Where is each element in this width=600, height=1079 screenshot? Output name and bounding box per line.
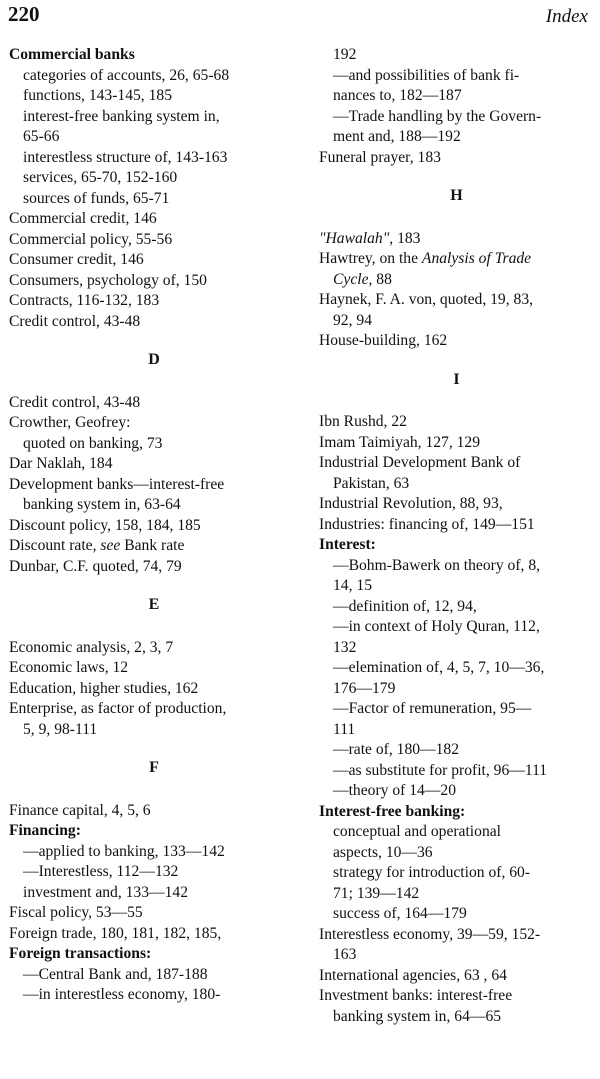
index-subentry: —in interestless economy, 180- — [23, 986, 221, 1003]
index-entry: Consumer credit, 146 — [9, 251, 144, 268]
index-subentry: —Interestless, 112—132 — [23, 863, 179, 880]
index-subentry: 5, 9, 98-111 — [23, 720, 98, 738]
index-subentry: 111 — [333, 720, 356, 738]
index-entry: Haynek, F. A. von, quoted, 19, 83, — [319, 291, 534, 308]
index-subentry: Pakistan, 63 — [333, 474, 410, 492]
index-subentry: —rate of, 180—182 — [333, 741, 460, 758]
index-entry: Industrial Development Bank of — [319, 454, 521, 471]
index-subentry: —in context of Holy Quran, 112, — [333, 618, 540, 635]
index-subentry: sources of funds, 65-71 — [23, 189, 170, 207]
index-entry: Funeral prayer, 183 — [319, 148, 441, 166]
index-subentry: 65-66 — [23, 128, 60, 145]
index-entry: House-building, 162 — [319, 332, 448, 349]
section-letter: F — [149, 759, 159, 776]
index-subentry: 163 — [333, 946, 357, 963]
section-letter: D — [148, 351, 160, 368]
index-subentry: —elemination of, 4, 5, 7, 10—36, — [333, 659, 545, 676]
index-subentry: —Central Bank and, 187-188 — [23, 965, 208, 983]
index-subentry: —definition of, 12, 94, — [333, 597, 477, 615]
index-entry: Discount rate, see Bank rate — [9, 537, 185, 554]
section-letter: H — [450, 187, 463, 204]
index-subentry: 132 — [333, 638, 357, 656]
index-entry: Education, higher studies, 162 — [9, 679, 199, 697]
page-number: 220 — [8, 2, 40, 26]
index-entry: Contracts, 116-132, 183 — [9, 292, 160, 309]
index-subentry: ment and, 188—192 — [333, 128, 461, 145]
index-subentry: nances to, 182—187 — [333, 87, 462, 104]
running-head: Index — [545, 6, 588, 27]
index-entry: Development banks—interest-free — [9, 475, 225, 493]
index-entry: Discount policy, 158, 184, 185 — [9, 516, 201, 534]
index-heading: Interest: — [319, 536, 376, 553]
index-subentry: 71; 139—142 — [333, 884, 420, 902]
index-entry: Dar Naklah, 184 — [9, 455, 113, 472]
index-entry: Consumers, psychology of, 150 — [9, 271, 207, 289]
index-subentry: banking system in, 64—65 — [333, 1007, 502, 1025]
index-subentry: success of, 164—179 — [333, 905, 467, 922]
index-subentry: aspects, 10—36 — [333, 843, 433, 861]
index-entry: Enterprise, as factor of production, — [9, 700, 227, 717]
index-entry: Imam Taimiyah, 127, 129 — [319, 433, 481, 451]
index-entry: Commercial credit, 146 — [9, 210, 157, 227]
index-entry: Investment banks: interest-free — [319, 987, 513, 1004]
index-entry: Credit control, 43-48 — [9, 312, 141, 330]
index-entry: Economic laws, 12 — [9, 659, 129, 676]
index-entry: Industries: financing of, 149—151 — [319, 515, 535, 533]
index-heading: Foreign transactions: — [9, 945, 152, 962]
index-subentry: —Bohm-Bawerk on theory of, 8, — [333, 556, 541, 574]
index-column-right — [319, 45, 594, 1027]
index-heading: Commercial banks — [9, 46, 135, 63]
index-subentry: —Trade handling by the Govern- — [333, 107, 542, 125]
index-subentry: interest-free banking system in, — [23, 107, 220, 125]
index-entry: Commercial policy, 55-56 — [9, 230, 173, 248]
index-heading: Financing: — [9, 822, 81, 839]
index-subentry: —theory of 14—20 — [333, 782, 456, 799]
index-entry: International agencies, 63 , 64 — [319, 966, 507, 984]
index-entry: Foreign trade, 180, 181, 182, 185, — [9, 924, 222, 942]
index-subentry: quoted on banking, 73 — [23, 434, 163, 452]
index-subentry: categories of accounts, 26, 65-68 — [23, 66, 230, 84]
index-subentry: 14, 15 — [333, 577, 372, 594]
index-subentry: —as substitute for profit, 96—111 — [333, 761, 548, 779]
index-subentry: conceptual and operational — [333, 823, 501, 840]
index-subentry: banking system in, 63-64 — [23, 496, 181, 513]
index-heading: Interest-free banking: — [319, 802, 466, 820]
index-entry: Fiscal policy, 53—55 — [9, 904, 143, 921]
index-entry: Interestless economy, 39—59, 152- — [319, 925, 541, 943]
index-subentry: Cycle, 88 — [333, 270, 392, 288]
index-subentry: —Factor of remuneration, 95— — [333, 700, 532, 717]
index-subentry: interestless structure of, 143-163 — [23, 148, 228, 166]
index-subentry: —applied to banking, 133—142 — [23, 842, 225, 860]
index-subentry: investment and, 133—142 — [23, 883, 189, 901]
index-entry: Credit control, 43-48 — [9, 393, 141, 411]
index-entry: Dunbar, C.F. quoted, 74, 79 — [9, 557, 182, 575]
index-subentry: functions, 143-145, 185 — [23, 87, 172, 104]
index-subentry: strategy for introduction of, 60- — [333, 864, 531, 881]
index-entry: "Hawalah", 183 — [319, 229, 421, 247]
index-entry: Crowther, Geofrey: — [9, 414, 131, 431]
index-entry: Industrial Revolution, 88, 93, — [319, 495, 503, 512]
index-subentry: services, 65-70, 152-160 — [23, 169, 178, 186]
index-column-left — [9, 45, 299, 1006]
section-letter: E — [148, 596, 160, 613]
index-entry: Hawtrey, on the Analysis of Trade — [319, 250, 532, 267]
index-entry: Finance capital, 4, 5, 6 — [9, 801, 151, 819]
index-subentry: 176—179 — [333, 679, 396, 697]
index-subentry: —and possibilities of bank fi- — [333, 66, 520, 84]
index-subentry: 92, 94 — [333, 311, 372, 329]
section-letter: I — [453, 370, 460, 388]
index-entry: Economic analysis, 2, 3, 7 — [9, 638, 174, 656]
index-entry: Ibn Rushd, 22 — [319, 413, 407, 430]
index-subentry: 192 — [333, 46, 357, 63]
